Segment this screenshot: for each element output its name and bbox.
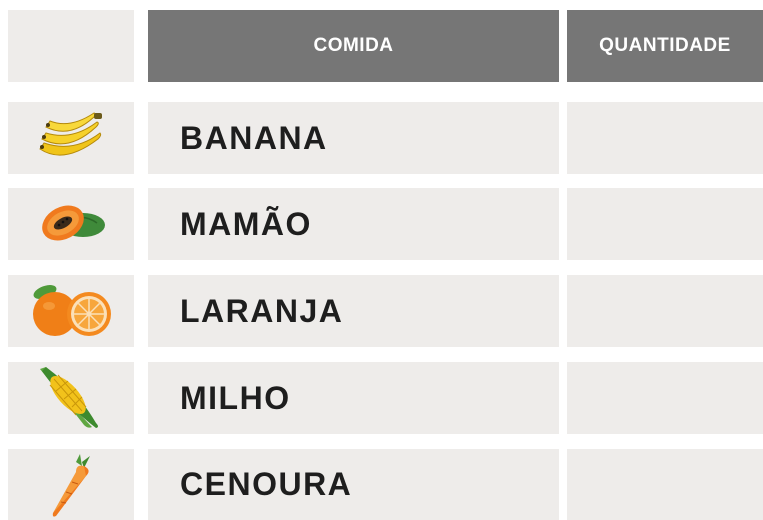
food-name: LARANJA	[180, 292, 344, 329]
quantity-cell	[567, 188, 763, 260]
quantity-cell	[567, 275, 763, 347]
table-row-icon-cell	[8, 188, 134, 260]
table-row-food-cell	[148, 449, 559, 520]
header-food: COMIDA	[148, 10, 559, 82]
table-row-icon-cell	[8, 449, 134, 520]
corn-icon	[36, 365, 106, 431]
header-quantity: QUANTIDADE	[567, 10, 763, 82]
table-row-icon-cell	[8, 275, 134, 347]
quantity-cell	[567, 102, 763, 174]
carrot-icon	[46, 452, 96, 518]
table-row-food-cell	[148, 362, 559, 434]
papaya-icon	[33, 195, 109, 253]
orange-icon	[25, 280, 117, 342]
banana-icon	[34, 109, 108, 167]
table-row-icon-cell	[8, 102, 134, 174]
food-name: MAMÃO	[180, 205, 312, 242]
table-row-icon-cell	[8, 362, 134, 434]
quantity-cell	[567, 449, 763, 520]
table-row-food-cell	[148, 102, 559, 174]
food-name: BANANA	[180, 119, 328, 156]
table-row-food-cell	[148, 275, 559, 347]
header-blank-cell	[8, 10, 134, 82]
food-name: MILHO	[180, 379, 291, 416]
table-row-food-cell	[148, 188, 559, 260]
quantity-cell	[567, 362, 763, 434]
food-name: CENOURA	[180, 466, 353, 502]
